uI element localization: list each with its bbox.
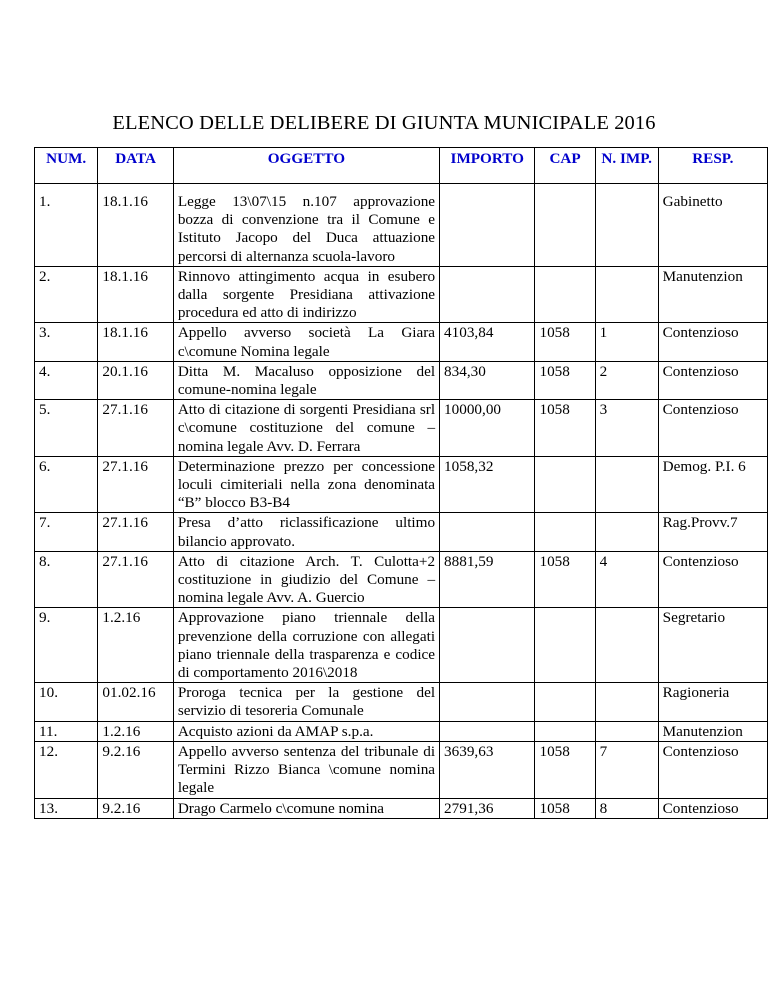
cell-data: 27.1.16 [98,551,173,608]
cell-num: 2. [35,266,98,323]
cell-importo [440,266,535,323]
cell-importo: 8881,59 [440,551,535,608]
cell-cap [535,456,595,513]
cell-resp: Demog. P.I. 6 [658,456,767,513]
cell-cap [535,513,595,551]
cell-cap [535,266,595,323]
table-row [35,721,768,741]
cell-oggetto: Proroga tecnica per la gestione del servizio di tesoreria Comunale [173,683,439,721]
header-importo: IMPORTO [440,148,535,184]
cell-nimp [595,608,658,683]
cell-importo: 1058,32 [440,456,535,513]
cell-nimp [595,683,658,721]
cell-cap [535,721,595,741]
cell-importo [440,184,535,267]
cell-nimp [595,184,658,267]
table-row [35,266,768,323]
cell-importo: 2791,36 [440,798,535,818]
header-oggetto: OGGETTO [173,148,439,184]
cell-resp: Manutenzion [658,266,767,323]
table-row [35,513,768,551]
cell-data: 27.1.16 [98,513,173,551]
cell-oggetto: Ditta M. Macaluso opposizione del comune-nomina legale [173,361,439,399]
table-row [35,323,768,361]
header-data: DATA [98,148,173,184]
cell-importo: 4103,84 [440,323,535,361]
cell-data: 27.1.16 [98,456,173,513]
cell-oggetto: Drago Carmelo c\comune nomina [173,798,439,818]
header-nimp: N. IMP. [595,148,658,184]
cell-importo [440,683,535,721]
table-header-row [35,148,768,184]
table-row [35,400,768,457]
cell-nimp: 7 [595,741,658,798]
cell-data: 9.2.16 [98,741,173,798]
table-row [35,184,768,267]
document-title: ELENCO DELLE DELIBERE DI GIUNTA MUNICIPALE 2016 [112,112,656,134]
cell-data: 20.1.16 [98,361,173,399]
cell-num: 9. [35,608,98,683]
header-num: NUM. [35,148,98,184]
cell-oggetto: Atto di citazione di sorgenti Presidiana srl c\comune costituzione del comune –nomina legale Avv. D. Ferrara [173,400,439,457]
cell-importo [440,608,535,683]
table-row [35,361,768,399]
cell-num: 8. [35,551,98,608]
cell-nimp [595,513,658,551]
table-body [35,184,768,819]
cell-num: 10. [35,683,98,721]
cell-importo: 10000,00 [440,400,535,457]
cell-data: 01.02.16 [98,683,173,721]
cell-num: 3. [35,323,98,361]
cell-data: 18.1.16 [98,184,173,267]
cell-data: 18.1.16 [98,323,173,361]
cell-resp: Contenzioso [658,798,767,818]
header-cap: CAP [535,148,595,184]
cell-importo: 3639,63 [440,741,535,798]
cell-nimp [595,721,658,741]
cell-nimp: 3 [595,400,658,457]
cell-oggetto: Approvazione piano triennale della prevenzione della corruzione con allegati piano triennale della trasparenza e codice di comportamento 2016\2018 [173,608,439,683]
cell-cap: 1058 [535,741,595,798]
table-row [35,456,768,513]
cell-nimp: 8 [595,798,658,818]
cell-resp: Gabinetto [658,184,767,267]
cell-nimp [595,456,658,513]
cell-num: 4. [35,361,98,399]
cell-num: 6. [35,456,98,513]
cell-oggetto: Appello avverso sentenza del tribunale di Termini Rizzo Bianca \comune nomina legale [173,741,439,798]
cell-cap: 1058 [535,361,595,399]
cell-oggetto: Acquisto azioni da AMAP s.p.a. [173,721,439,741]
cell-importo: 834,30 [440,361,535,399]
cell-data: 9.2.16 [98,798,173,818]
cell-nimp: 2 [595,361,658,399]
cell-cap [535,184,595,267]
cell-nimp: 1 [595,323,658,361]
cell-nimp: 4 [595,551,658,608]
header-resp: RESP. [658,148,767,184]
cell-num: 13. [35,798,98,818]
cell-num: 5. [35,400,98,457]
cell-num: 12. [35,741,98,798]
cell-oggetto: Legge 13\07\15 n.107 approvazione bozza di convenzione tra il Comune e Istituto Jacopo del Duca attuazione percorsi di alternanza scuola-lavoro [173,184,439,267]
cell-resp: Manutenzion [658,721,767,741]
cell-resp: Contenzioso [658,323,767,361]
cell-oggetto: Rinnovo attingimento acqua in esubero dalla sorgente Presidiana attivazione procedura ed atto di indirizzo [173,266,439,323]
cell-cap: 1058 [535,798,595,818]
cell-resp: Rag.Provv.7 [658,513,767,551]
cell-cap: 1058 [535,551,595,608]
table-row [35,798,768,818]
cell-nimp [595,266,658,323]
cell-cap: 1058 [535,323,595,361]
cell-cap [535,683,595,721]
cell-resp: Contenzioso [658,741,767,798]
cell-importo [440,513,535,551]
cell-resp: Contenzioso [658,551,767,608]
table-row [35,608,768,683]
cell-num: 11. [35,721,98,741]
cell-oggetto: Appello avverso società La Giara c\comune Nomina legale [173,323,439,361]
cell-oggetto: Presa d’atto riclassificazione ultimo bilancio approvato. [173,513,439,551]
cell-num: 7. [35,513,98,551]
cell-resp: Contenzioso [658,361,767,399]
cell-data: 1.2.16 [98,721,173,741]
table-row [35,683,768,721]
cell-data: 27.1.16 [98,400,173,457]
cell-oggetto: Atto di citazione Arch. T. Culotta+2 costituzione in giudizio del Comune –nomina legale Avv. A. Guercio [173,551,439,608]
cell-data: 1.2.16 [98,608,173,683]
table-row [35,741,768,798]
cell-resp: Contenzioso [658,400,767,457]
cell-num: 1. [35,184,98,267]
cell-oggetto: Determinazione prezzo per concessione loculi cimiteriali nella zona denominata “B” blocco B3-B4 [173,456,439,513]
cell-cap: 1058 [535,400,595,457]
cell-cap [535,608,595,683]
cell-resp: Ragioneria [658,683,767,721]
table-row [35,551,768,608]
delibere-table [34,147,768,819]
cell-importo [440,721,535,741]
cell-data: 18.1.16 [98,266,173,323]
cell-resp: Segretario [658,608,767,683]
